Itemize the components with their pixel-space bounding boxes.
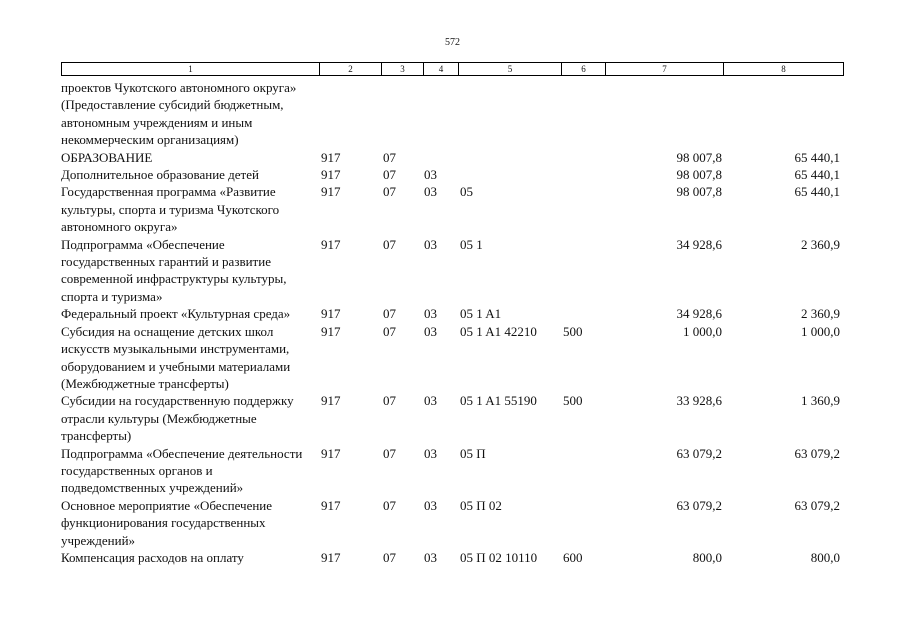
row-col-4: 03 — [424, 445, 437, 461]
row-col-3 — [381, 79, 423, 149]
table-row — [0, 497, 905, 549]
row-col-8 — [723, 79, 841, 149]
table-header — [61, 62, 844, 76]
row-col-6 — [561, 497, 605, 549]
row-col-5: 05 1 A1 55190 — [460, 393, 537, 409]
row-col-5 — [458, 166, 561, 183]
row-col-6: 500 — [563, 323, 583, 339]
row-col-7: 98 007,8 — [676, 184, 722, 200]
table-row — [0, 549, 905, 566]
row-col-2: 917 — [321, 167, 341, 183]
row-col-3: 07 — [383, 167, 396, 183]
header-col-4: 4 — [424, 63, 459, 75]
row-col-8: 65 440,1 — [794, 149, 840, 165]
row-col-3: 07 — [383, 445, 396, 461]
row-col-2 — [319, 79, 381, 149]
row-col-4: 03 — [424, 167, 437, 183]
row-col-2: 917 — [321, 236, 341, 252]
row-col-7: 98 007,8 — [676, 167, 722, 183]
row-name: Подпрограмма «Обеспечение государственных гарантий и развитие современной инфраструктуры культуры, спорта и туризма» — [61, 236, 287, 304]
row-name: Основное мероприятие «Обеспечение функционирования государственных учреждений» — [61, 497, 273, 548]
row-col-6 — [561, 236, 605, 306]
table-row — [0, 79, 905, 149]
row-col-2: 917 — [321, 445, 341, 461]
row-col-8: 800,0 — [810, 549, 840, 565]
row-col-8: 63 079,2 — [794, 445, 840, 461]
row-col-6 — [561, 166, 605, 183]
row-col-4 — [423, 149, 458, 166]
row-col-8: 2 360,9 — [801, 306, 840, 322]
header-col-8: 8 — [781, 64, 786, 74]
row-name: Государственная программа «Развитие культуры, спорта и туризма Чукотского автономного округа» — [61, 184, 280, 235]
table-row — [0, 305, 905, 322]
table-row — [0, 236, 905, 306]
header-col-1: 1 — [62, 63, 320, 75]
row-col-5: 05 П 02 10110 — [460, 549, 538, 565]
row-name: Субсидии на государственную поддержку отрасли культуры (Межбюджетные трансферты) — [61, 393, 294, 444]
row-name: ОБРАЗОВАНИЕ — [61, 149, 153, 165]
row-name: Компенсация расходов на оплату — [61, 549, 244, 565]
row-col-2: 917 — [321, 323, 341, 339]
row-col-7: 34 928,6 — [676, 236, 722, 252]
row-col-6: 500 — [563, 393, 583, 409]
row-name: Субсидия на оснащение детских школ искусств музыкальными инструментами, оборудованием и учебными материалами (Межбюджетные трансферты) — [61, 323, 291, 391]
row-col-2: 917 — [321, 149, 341, 165]
row-col-5: 05 — [460, 184, 473, 200]
row-col-3: 07 — [383, 306, 396, 322]
row-col-6 — [561, 183, 605, 235]
row-col-8: 65 440,1 — [794, 184, 840, 200]
row-col-4: 03 — [424, 549, 437, 565]
row-col-3: 07 — [383, 184, 396, 200]
row-name: Дополнительное образование детей — [61, 167, 259, 183]
table-row — [0, 149, 905, 166]
row-col-4 — [423, 79, 458, 149]
row-col-5: 05 П — [460, 445, 486, 461]
row-col-8: 1 360,9 — [801, 393, 840, 409]
table-row — [0, 166, 905, 183]
row-name: Подпрограмма «Обеспечение деятельности государственных органов и подведомственных учреждений» — [61, 445, 303, 496]
header-col-2: 2 — [320, 63, 382, 75]
row-col-7: 98 007,8 — [676, 149, 722, 165]
row-col-5: 05 1 A1 42210 — [460, 323, 537, 339]
table-row — [0, 323, 905, 393]
row-col-4: 03 — [424, 393, 437, 409]
table-row — [0, 392, 905, 444]
row-col-5: 05 1 — [460, 236, 483, 252]
row-col-2: 917 — [321, 549, 341, 565]
row-col-3: 07 — [383, 393, 396, 409]
row-col-3: 07 — [383, 236, 396, 252]
row-name: проектов Чукотского автономного округа» (Предоставление субсидий бюджетным, автономным учреждениям и иным некоммерческим организациям) — [61, 80, 297, 148]
row-col-3: 07 — [383, 497, 396, 513]
row-col-4: 03 — [424, 306, 437, 322]
row-col-4: 03 — [424, 236, 437, 252]
row-col-7: 63 079,2 — [676, 497, 722, 513]
row-col-4: 03 — [424, 184, 437, 200]
page-number: 572 — [445, 37, 460, 48]
row-col-3: 07 — [383, 323, 396, 339]
row-col-7: 800,0 — [692, 549, 722, 565]
row-col-3: 07 — [383, 549, 396, 565]
row-col-6 — [561, 149, 605, 166]
row-col-7: 1 000,0 — [683, 323, 722, 339]
row-col-2: 917 — [321, 184, 341, 200]
row-col-6 — [561, 79, 605, 149]
row-col-5: 05 П 02 — [460, 497, 502, 513]
row-col-6: 600 — [563, 549, 583, 565]
header-col-6: 6 — [562, 63, 606, 75]
header-col-7: 7 — [606, 63, 724, 75]
row-col-8: 1 000,0 — [801, 323, 840, 339]
row-col-8: 2 360,9 — [801, 236, 840, 252]
row-col-7: 33 928,6 — [676, 393, 722, 409]
row-col-8: 65 440,1 — [794, 167, 840, 183]
table-body — [0, 79, 905, 566]
row-col-7: 34 928,6 — [676, 306, 722, 322]
row-col-7: 63 079,2 — [676, 445, 722, 461]
row-name: Федеральный проект «Культурная среда» — [61, 306, 291, 322]
row-col-8: 63 079,2 — [794, 497, 840, 513]
row-col-5 — [458, 149, 561, 166]
row-col-7 — [605, 79, 723, 149]
row-col-2: 917 — [321, 393, 341, 409]
row-col-4: 03 — [424, 497, 437, 513]
row-col-6 — [561, 305, 605, 322]
row-col-2: 917 — [321, 497, 341, 513]
row-col-5: 05 1 A1 — [460, 306, 502, 322]
header-col-3: 3 — [382, 63, 424, 75]
table-row — [0, 183, 905, 235]
header-col-5: 5 — [459, 63, 562, 75]
table-row — [0, 445, 905, 497]
row-col-2: 917 — [321, 306, 341, 322]
row-col-6 — [561, 445, 605, 497]
row-col-3: 07 — [383, 149, 396, 165]
row-col-5 — [458, 79, 561, 149]
row-col-4: 03 — [424, 323, 437, 339]
